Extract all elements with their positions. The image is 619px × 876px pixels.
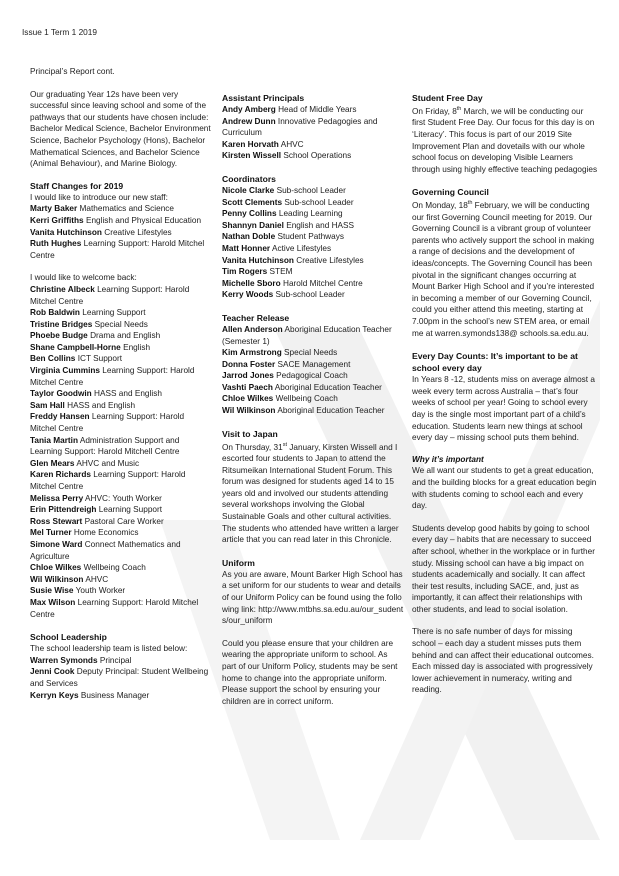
teacher-release-list xyxy=(222,324,404,417)
staff-name: Wil Wilkinson xyxy=(30,574,84,584)
new-staff-intro: I would like to introduce our new staff: xyxy=(30,192,168,202)
staff-entry xyxy=(30,539,212,562)
staff-entry xyxy=(222,359,404,371)
staff-name: Nathan Doble xyxy=(222,232,276,242)
staff-entry xyxy=(30,574,212,586)
staff-role: Home Economics xyxy=(73,528,139,538)
staff-entry xyxy=(222,289,404,301)
staff-entry xyxy=(30,469,212,492)
teacher-release-heading: Teacher Release xyxy=(222,312,290,323)
staff-entry xyxy=(30,215,212,227)
staff-entry xyxy=(222,382,404,394)
staff-name: Vanita Hutchinson xyxy=(222,255,294,265)
staff-role: Deputy Principal: Student Wellbeing and Services xyxy=(30,667,209,688)
staff-entry xyxy=(222,104,404,116)
staff-role: Pastoral Care Worker xyxy=(84,516,164,526)
staff-role: Wellbeing Coach xyxy=(83,563,146,573)
staff-role: AHVC xyxy=(85,574,109,584)
staff-name: Chloe Wilkes xyxy=(30,563,82,573)
student-free-day-paragraph: On Friday, 8th March, we will be conducting our first Student Free Day. Our focus for this day is on ‘Literacy’. This focus is part of our 2019 Site Improvement Plan and dovetails with our whole school focus on developing Visible Learners through using highly effective teaching pedagogies xyxy=(412,106,598,174)
staff-entry xyxy=(30,203,212,215)
staff-role: SACE Management xyxy=(277,359,351,369)
staff-role: Learning Support: Harold Mitchel Centre xyxy=(30,597,199,619)
staff-entry xyxy=(30,365,212,388)
japan-paragraph: On Thursday, 31st January, Kirsten Wissell and I escorted four students to Japan to attend the Ritsumeikan International Student Forum. This forum was designed for students aged 14 to 15 years old and involved our students attending several workshops involving the Global Sustainable Goals and other cultural activities. The students who attended have written a larger article that you can read later in this Chronicle. xyxy=(222,441,399,545)
welcome-back-list xyxy=(30,284,212,620)
staff-name: Tania Martin xyxy=(30,435,78,445)
staff-entry xyxy=(222,243,404,255)
staff-entry xyxy=(30,516,212,528)
staff-entry xyxy=(222,324,404,347)
staff-entry xyxy=(30,411,212,434)
staff-name: Glen Mears xyxy=(30,458,75,468)
staff-entry xyxy=(222,278,404,290)
staff-role: Harold Mitchel Centre xyxy=(282,278,363,288)
good-habits-paragraph: Students develop good habits by going to school every day – habits that are necessary to succeed after school, whether in the workplace or in further study. Missing school can have a big impact on students academically and socially. It can affect their test results, including SACE, and, just as importantly, it can affect their relationships with other students, and lead to social isolation. xyxy=(412,523,595,614)
staff-name: Mel Turner xyxy=(30,528,72,538)
staff-entry xyxy=(30,655,212,667)
staff-role: AHVC xyxy=(280,139,304,149)
staff-name: Jarrod Jones xyxy=(222,371,274,381)
column-2 xyxy=(222,92,404,707)
staff-name: Wil Wilkinson xyxy=(222,406,276,416)
staff-entry xyxy=(30,690,212,702)
staff-name: Penny Collins xyxy=(222,209,277,219)
staff-role: Student Pathways xyxy=(277,232,344,242)
coordinators-heading: Coordinators xyxy=(222,173,276,184)
staff-role: AHVC and Music xyxy=(76,458,140,468)
japan-heading: Visit to Japan xyxy=(222,428,278,439)
staff-role: Innovative Pedagogies and Curriculum xyxy=(222,116,378,138)
leadership-heading: School Leadership xyxy=(30,632,107,643)
staff-role: HASS and English xyxy=(67,400,136,410)
staff-name: Tristine Bridges xyxy=(30,319,93,329)
staff-name: Ruth Hughes xyxy=(30,239,82,249)
staff-entry xyxy=(30,493,212,505)
staff-name: Kerri Griffiths xyxy=(30,215,84,225)
column-1 xyxy=(30,66,212,701)
staff-role: English and HASS xyxy=(286,220,355,230)
staff-name: Erin Pittendreigh xyxy=(30,505,97,515)
staff-role: Learning Support: Harold Mitchel Centre xyxy=(30,366,195,387)
staff-name: Allen Anderson xyxy=(222,324,283,334)
staff-entry xyxy=(30,238,212,261)
staff-role: Creative Lifestyles xyxy=(296,255,364,265)
staff-entry xyxy=(222,255,404,267)
staff-name: Michelle Sboro xyxy=(222,278,281,288)
governing-council-paragraph: On Monday, 18th February, we will be conducting our first Governing Council meeting for 2019. Our Governing Council is a vibrant group of volunteer parents who actively support the school in making a range of decisions and the development of ideas/concepts. The Governing Council has been pivotal in the significant changes occurring at Mount Barker High School and if you’re interested in becoming a member of our Governing Council, could you either attend this meeting, starting at 7.00pm in the school’s new STEM area, or email me at warren.symonds138@ schools.sa.edu.au. xyxy=(412,200,595,338)
staff-role: Aboriginal Education Teacher (Semester 1) xyxy=(222,324,392,346)
staff-name: Ben Collins xyxy=(30,354,76,364)
staff-entry xyxy=(30,527,212,539)
staff-name: Andy Amberg xyxy=(222,105,276,114)
staff-name: Karen Richards xyxy=(30,470,91,480)
staff-role: Special Needs xyxy=(284,348,338,358)
staff-role: AHVC: Youth Worker xyxy=(85,493,162,503)
column-3 xyxy=(412,92,598,696)
staff-entry xyxy=(30,458,212,470)
every-day-counts-heading: Every Day Counts: It’s important to be at school every day xyxy=(412,351,578,374)
staff-entry xyxy=(30,319,212,331)
staff-name: Sam Hall xyxy=(30,400,65,410)
staff-name: Christine Albeck xyxy=(30,284,95,294)
staff-name: Ross Stewart xyxy=(30,516,83,526)
staff-name: Karen Horvath xyxy=(222,139,279,149)
staff-entry xyxy=(30,666,212,689)
staff-role: Connect Mathematics and Agriculture xyxy=(30,539,181,561)
staff-role: Business Manager xyxy=(80,690,150,700)
leadership-intro: The school leadership team is listed below: xyxy=(30,644,188,654)
staff-role: Drama and English xyxy=(90,331,161,341)
staff-role: Sub-school Leader xyxy=(276,185,346,195)
new-staff-list xyxy=(30,203,212,261)
staff-entry xyxy=(222,116,404,139)
staff-entry xyxy=(222,185,404,197)
staff-entry xyxy=(222,370,404,382)
staff-name: Shane Campbell-Horne xyxy=(30,342,121,352)
staff-entry xyxy=(222,347,404,359)
staff-role: Aboriginal Education Teacher xyxy=(274,382,382,392)
staff-role: HASS and English xyxy=(94,389,162,399)
staff-name: Kerry Woods xyxy=(222,290,274,300)
staff-name: Taylor Goodwin xyxy=(30,389,92,399)
staff-entry xyxy=(30,388,212,400)
staff-role: STEM xyxy=(269,267,293,277)
staff-entry xyxy=(30,353,212,365)
staff-role: Creative Lifestyles xyxy=(104,227,172,237)
staff-role: Learning Support xyxy=(98,505,163,515)
issue-label: Issue 1 Term 1 2019 xyxy=(22,27,98,37)
staff-name: Max Wilson xyxy=(30,597,76,607)
why-important-paragraph: We all want our students to get a great education, and the building blocks for a great education begin with students coming to school each and every day. xyxy=(412,466,597,511)
staff-name: Susie Wise xyxy=(30,586,74,596)
staff-entry xyxy=(30,597,212,620)
staff-role: Learning Support: Harold Mitchel Centre xyxy=(30,239,205,260)
staff-entry xyxy=(30,562,212,574)
staff-role: Special Needs xyxy=(94,319,148,329)
staff-name: Shannyn Daniel xyxy=(222,220,284,230)
staff-role: English and Physical Education xyxy=(85,215,202,225)
staff-entry xyxy=(222,405,404,417)
staff-role: Aboriginal Education Teacher xyxy=(277,406,385,416)
every-day-counts-paragraph: In Years 8 -12, students miss on average almost a week every term across Australia – that’s four weeks of school per year! Going to school every day is the single most important part of a child’s education. Students learn new things at school every day – missing school puts them behind. xyxy=(412,375,595,443)
intro-paragraph: Our graduating Year 12s have been very successful since leaving school and some of the pathways that our students have chosen include: Bachelor Medical Science, Bachelor Environment Science, Bachelor Psychology (Hons), Bachelor Mathematical Sciences, and Bachelor Science (Animal Behaviour), and Marine Biology. xyxy=(30,89,211,169)
staff-name: Vanita Hutchinson xyxy=(30,227,102,237)
uniform-heading: Uniform xyxy=(222,557,255,568)
staff-name: Rob Baldwin xyxy=(30,308,80,318)
staff-role: Administration Support and Learning Support: Harold Mitchell Centre xyxy=(30,435,180,457)
staff-changes-heading: Staff Changes for 2019 xyxy=(30,180,124,191)
staff-name: Phoebe Budge xyxy=(30,331,88,341)
staff-name: Warren Symonds xyxy=(30,655,98,665)
staff-name: Vashti Paech xyxy=(222,382,273,392)
staff-role: Sub-school Leader xyxy=(275,290,345,300)
assistant-principals-heading: Assistant Principals xyxy=(222,93,305,103)
staff-entry xyxy=(222,231,404,243)
staff-role: Head of Middle Years xyxy=(278,105,357,114)
staff-entry xyxy=(30,330,212,342)
uniform-paragraph-2: Could you please ensure that your children are wearing the appropriate uniform to school. As part of our Uniform Policy, students may be sent home to change into the appropriate uniform. Please support the school by ensuring your children are in correct uniform. xyxy=(222,638,398,706)
staff-entry xyxy=(30,227,212,239)
leadership-list xyxy=(30,655,212,701)
governing-council-heading: Governing Council xyxy=(412,187,489,198)
staff-role: Principal xyxy=(99,655,132,665)
staff-entry xyxy=(222,393,404,405)
staff-name: Marty Baker xyxy=(30,204,78,214)
staff-name: Kim Armstrong xyxy=(222,348,282,358)
staff-role: School Operations xyxy=(283,151,352,161)
staff-name: Melissa Perry xyxy=(30,493,84,503)
staff-role: Mathematics and Science xyxy=(79,204,174,214)
staff-entry xyxy=(30,504,212,516)
staff-role: Sub-school Leader xyxy=(284,197,354,207)
staff-role: Active Lifestyles xyxy=(271,243,332,253)
staff-name: Kirsten Wissell xyxy=(222,151,282,161)
staff-entry xyxy=(30,585,212,597)
staff-entry xyxy=(30,307,212,319)
staff-entry xyxy=(30,342,212,354)
staff-name: Matt Honner xyxy=(222,243,271,253)
staff-entry xyxy=(222,266,404,278)
welcome-back-intro: I would like to welcome back: xyxy=(30,273,137,283)
why-important-heading: Why it’s important xyxy=(412,454,484,464)
staff-role: Learning Support: Harold Mitchel Centre xyxy=(30,284,190,306)
staff-entry xyxy=(222,220,404,232)
staff-name: Nicole Clarke xyxy=(222,185,275,195)
staff-name: Simone Ward xyxy=(30,539,83,549)
staff-role: Wellbeing Coach xyxy=(275,394,338,404)
staff-entry xyxy=(222,139,404,151)
uniform-paragraph-1: As you are aware, Mount Barker High School has a set uniform for our students to wear and details of our Uniform Policy can be found using the following link: http://www.mtbhs.sa.edu.au/our_sudents/our_uniform xyxy=(222,569,404,626)
staff-entry xyxy=(222,197,404,209)
staff-role: Leading Learning xyxy=(278,209,343,219)
staff-role: Learning Support: Harold Mitchel Centre xyxy=(30,412,185,434)
assistant-principals-list xyxy=(222,104,404,162)
staff-name: Donna Foster xyxy=(222,359,276,369)
staff-entry xyxy=(30,284,212,307)
staff-role: Youth Worker xyxy=(75,586,126,596)
staff-name: Chloe Wilkes xyxy=(222,394,274,404)
staff-entry xyxy=(30,400,212,412)
staff-role: ICT Support xyxy=(77,354,123,364)
staff-role: Learning Support xyxy=(82,308,146,318)
staff-name: Tim Rogers xyxy=(222,267,268,277)
staff-entry xyxy=(30,435,212,458)
section-title: Principal’s Report cont. xyxy=(30,67,115,76)
staff-name: Virginia Cummins xyxy=(30,366,100,376)
no-safe-days-paragraph: There is no safe number of days for missing school – each day a student misses puts them behind and can affect their educational outcomes. Each missed day is associated with progressively lower achievement in numeracy, writing and reading. xyxy=(412,627,594,695)
staff-role: English xyxy=(123,342,151,352)
coordinators-list xyxy=(222,185,404,301)
student-free-day-heading: Student Free Day xyxy=(412,93,483,103)
staff-role: Pedagogical Coach xyxy=(276,371,348,381)
staff-role: Learning Support: Harold Mitchel Centre xyxy=(30,470,186,491)
staff-entry xyxy=(222,208,404,220)
staff-name: Kerryn Keys xyxy=(30,690,79,700)
staff-entry xyxy=(222,150,404,162)
staff-name: Scott Clements xyxy=(222,197,283,207)
staff-name: Jenni Cook xyxy=(30,667,75,677)
staff-name: Andrew Dunn xyxy=(222,116,276,126)
staff-name: Freddy Hansen xyxy=(30,412,90,422)
